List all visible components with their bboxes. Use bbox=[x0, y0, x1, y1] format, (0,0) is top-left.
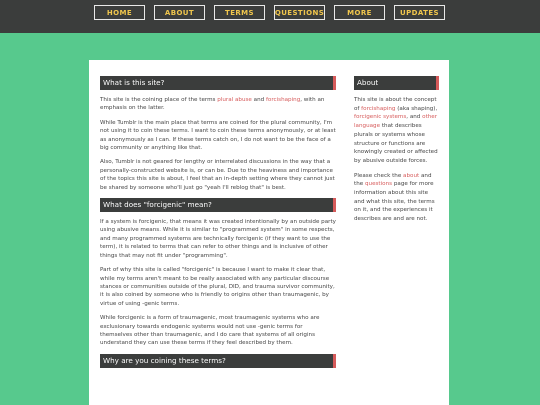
sidebar-paragraph bbox=[354, 96, 439, 166]
forcishaping-link[interactable]: forcishaping bbox=[361, 105, 396, 112]
paragraph: Part of why this site is called "forcigenic" is because I want to make it clear that, while my terms aren't meant to be really associated with any particular discourse stances or communities outside of the plural, DID, and trauma survivor community, it is also coined by someone who is friendly to origins other than traumagenic, by virtue of using -genic terms. bbox=[100, 267, 335, 307]
section-heading-what-is-this-site: What is this site? bbox=[100, 76, 336, 90]
plural-abuse-link[interactable]: plural abuse bbox=[217, 97, 252, 103]
paragraph: While Tumblr is the main place that terms are coined for the plural community, I'm not using it to coin these terms. I want to coin these terms anonymously, or at least as anonymously as I can. If these terms catch on, I do not want to be the face of a big community or anything like that. bbox=[100, 119, 336, 152]
text: and bbox=[251, 97, 266, 103]
nav-more-button[interactable]: MORE bbox=[334, 5, 385, 20]
sidebar-paragraph bbox=[354, 172, 439, 224]
section-heading-forcigenic-meaning: What does "forcigenic" mean? bbox=[100, 198, 336, 212]
about-link[interactable]: about bbox=[403, 172, 420, 179]
forcishaping-link[interactable]: forcishaping bbox=[265, 97, 301, 103]
other-language-link[interactable]: other language bbox=[354, 114, 438, 130]
text: Please check the bbox=[354, 172, 404, 179]
nav-about-button[interactable]: ABOUT bbox=[154, 5, 205, 20]
text: (aka shaping), bbox=[395, 105, 438, 112]
paragraph: If a system is forcigenic, that means it was created intentionally by an outside party using abusive means. While it is similar to "programmed system" in some respects, and many programmed systems are technically forcigenic (if they want to use the term), it is related to terms that can refer to other things and is inclusive of other things that may not fit under "programming". bbox=[100, 219, 336, 259]
paragraph bbox=[100, 96, 336, 113]
text: This site is the coining place of the terms bbox=[100, 97, 218, 103]
sidebar-heading-about: About bbox=[354, 76, 439, 90]
text: and the bbox=[354, 172, 432, 188]
nav-updates-button[interactable]: UPDATES bbox=[394, 5, 445, 20]
text: that describes plurals or systems whose structure or functions are knowingly created or affected by abusive outside forces. bbox=[354, 123, 438, 164]
main-column bbox=[100, 76, 336, 374]
nav-home-button[interactable]: HOME bbox=[94, 5, 145, 20]
paragraph: Also, Tumblr is not geared for lengthy or interrelated discussions in the way that a personally-constructed website is, or can be. Due to the heaviness and importance of the topics this site is about, I feel that an in-depth setting where they cannot just be shared by someone who'll just go "yeah I'll reblog that" is best. bbox=[100, 159, 335, 191]
nav-questions-button[interactable]: QUESTIONS bbox=[274, 5, 325, 20]
forcigenic-systems-link[interactable]: forcigenic systems bbox=[354, 114, 407, 121]
paragraph: While forcigenic is a form of traumagenic, most traumagenic systems who are exclusionary towards endogenic systems would not use -genic terms for themselves other than traumagenic, and I do care that systems of all origins understand they can use these terms if they feel described by them. bbox=[100, 315, 320, 347]
text: , and bbox=[406, 114, 423, 121]
nav-terms-button[interactable]: TERMS bbox=[214, 5, 265, 20]
sidebar bbox=[354, 76, 439, 230]
top-navigation-bar bbox=[0, 0, 540, 33]
questions-link[interactable]: questions bbox=[364, 181, 393, 188]
text: This site is about the concept of bbox=[354, 97, 437, 112]
content-panel bbox=[89, 60, 449, 405]
text: , with an emphasis on the latter. bbox=[100, 97, 325, 112]
section-heading-why-coining: Why are you coining these terms? bbox=[100, 354, 336, 368]
text: page for more information about this site and what this site, the terms on it, and the experiences it describes are and are not. bbox=[354, 181, 435, 223]
